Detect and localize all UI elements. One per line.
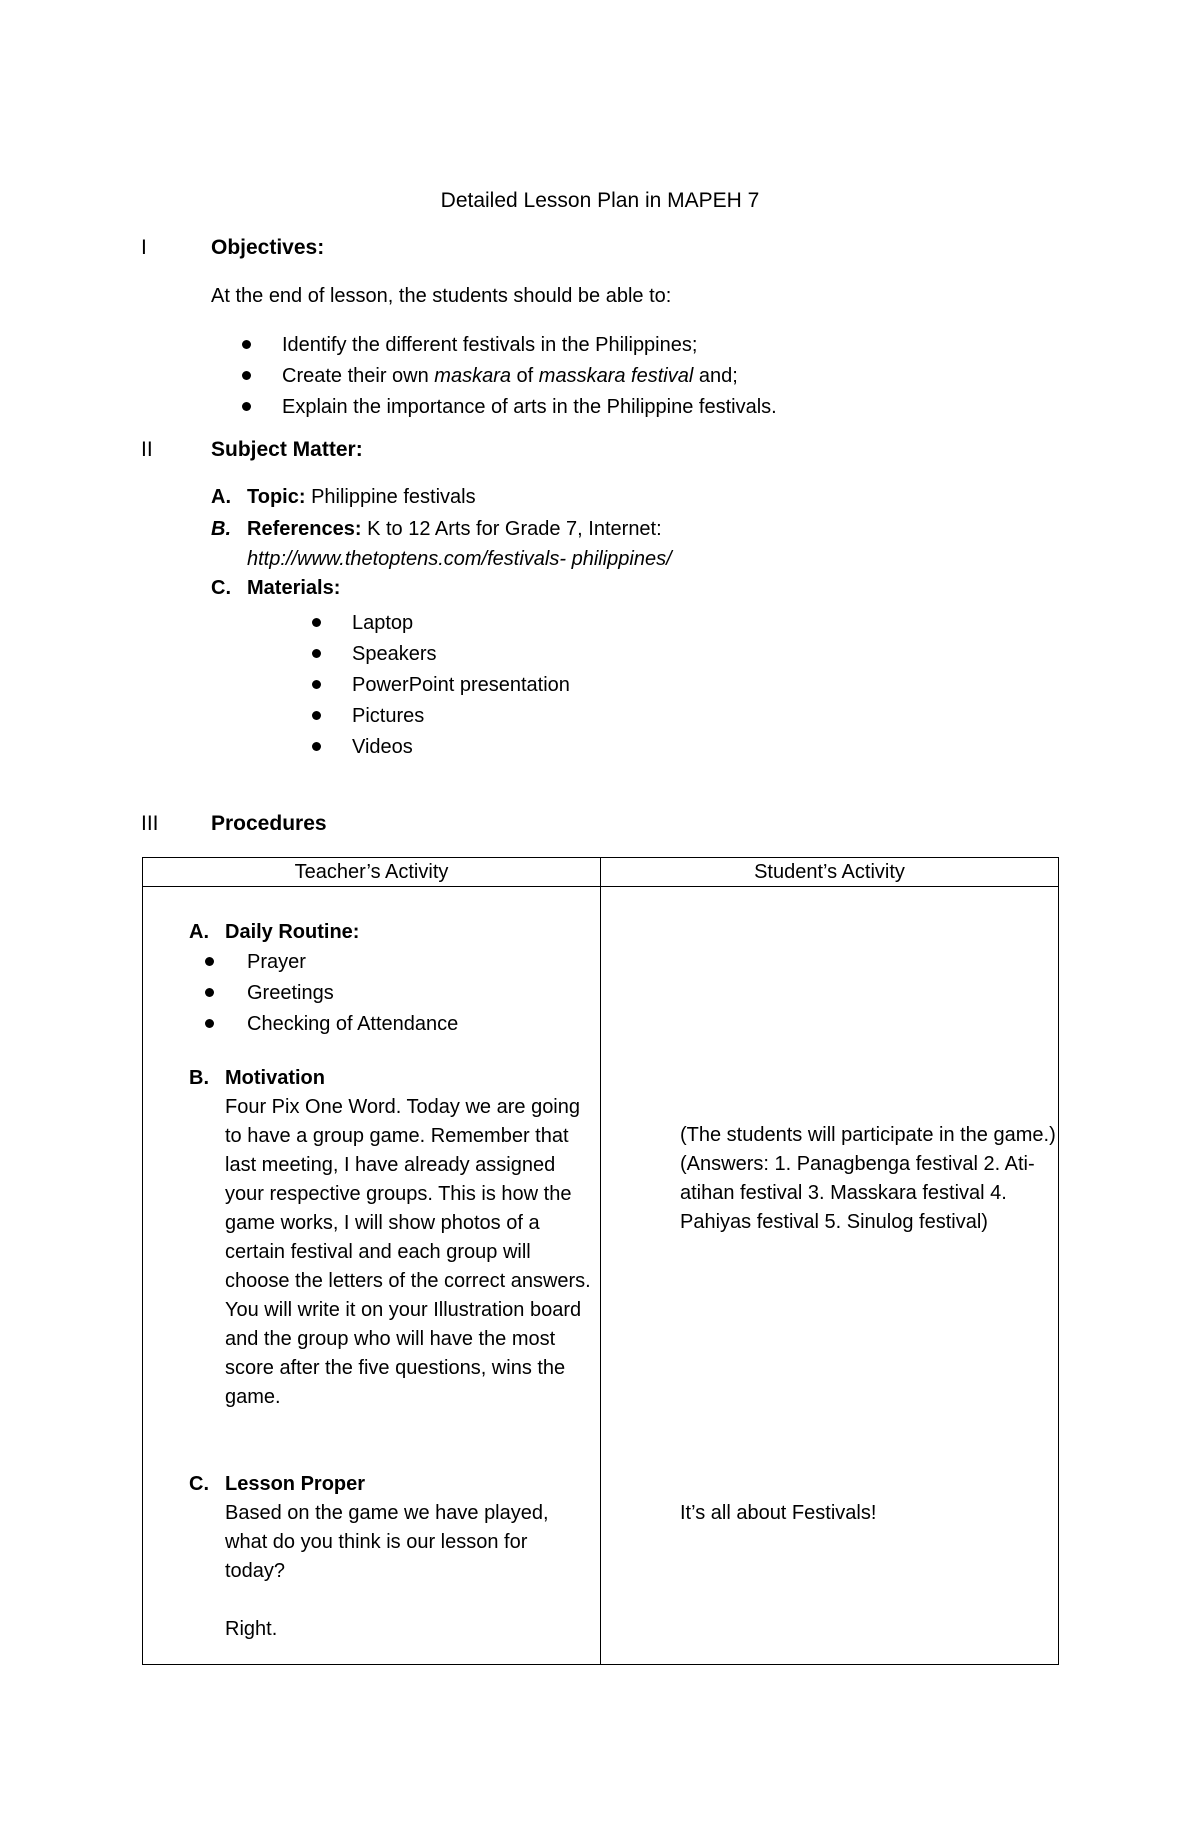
bullet-icon [205,1019,214,1028]
routine-item: Greetings [143,978,458,1009]
material-item: Speakers [281,639,570,670]
lesson-proper-followup: Right. [225,1618,278,1640]
lesson-proper-block [189,1470,575,1644]
section-number-objectives: I [141,236,147,259]
daily-routine-list [143,947,458,1040]
lesson-proper-student-response: It’s all about Festivals! [680,1502,877,1524]
student-activity-header: Student’s Activity [754,861,905,883]
objectives-intro: At the end of lesson, the students should be able to: [211,285,672,307]
procedures-table [142,857,1059,1665]
daily-routine-block [189,918,359,947]
bullet-icon [205,988,214,997]
bullet-icon [312,649,321,658]
bullet-icon [205,957,214,966]
bullet-icon [242,402,251,411]
references-line: B. References: K to 12 Arts for Grade 7, Internet: [211,518,662,540]
objectives-heading: Objectives: [211,236,325,259]
materials-line: C. Materials: [211,577,341,599]
bullet-icon [312,618,321,627]
routine-item: Checking of Attendance [143,1009,458,1040]
section-number-subject-matter: II [141,438,153,461]
bullet-icon [312,711,321,720]
section-number-procedures: III [141,812,159,835]
bullet-icon [242,340,251,349]
bullet-icon [312,680,321,689]
motivation-block [189,1064,593,1412]
procedures-heading: Procedures [211,812,327,835]
motivation-text: Four Pix One Word. Today we are going to have a group game. Remember that last meeting, I have already assigned your respective groups. This is how the game works, I will show photos of a certain festival and each group will choose the letters of the correct answers. You will write it on your Illustration board and the group who will have the most score after the five questions, wins the game. [225,1096,591,1408]
material-item: PowerPoint presentation [281,670,570,701]
topic-line: A. Topic: Philippine festivals [211,486,476,508]
bullet-icon [242,371,251,380]
material-item: Laptop [281,608,570,639]
table-column-divider [600,858,601,1664]
document-title: Detailed Lesson Plan in MAPEH 7 [440,189,760,212]
objective-item: Identify the different festivals in the Philippines; [211,330,777,361]
material-item: Pictures [281,701,570,732]
table-header-divider [143,886,1058,887]
subject-matter-heading: Subject Matter: [211,438,363,461]
teacher-activity-header: Teacher’s Activity [294,861,449,883]
motivation-student-answers: (Answers: 1. Panagbenga festival 2. Ati-atihan festival 3. Masskara festival 4. Pahiyas festival 5. Sinulog festival) [680,1153,1035,1233]
motivation-student-response: (The students will participate in the game.) [680,1124,1056,1146]
materials-list [281,608,570,763]
objective-item: Create their own maskara of masskara festival and; [211,361,777,392]
objective-item: Explain the importance of arts in the Philippine festivals. [211,392,777,423]
reference-url: http://www.thetoptens.com/festivals- philippines/ [247,548,672,570]
lesson-proper-heading: C. Lesson Proper [189,1473,366,1495]
motivation-heading: B. Motivation [189,1067,325,1089]
material-item: Videos [281,732,570,763]
routine-item: Prayer [143,947,458,978]
daily-routine-heading: A. Daily Routine: [189,921,360,943]
motivation-student-block [680,1121,1060,1237]
objectives-list [211,330,777,423]
bullet-icon [312,742,321,751]
lesson-proper-text: Based on the game we have played, what do you think is our lesson for today? [225,1502,549,1582]
